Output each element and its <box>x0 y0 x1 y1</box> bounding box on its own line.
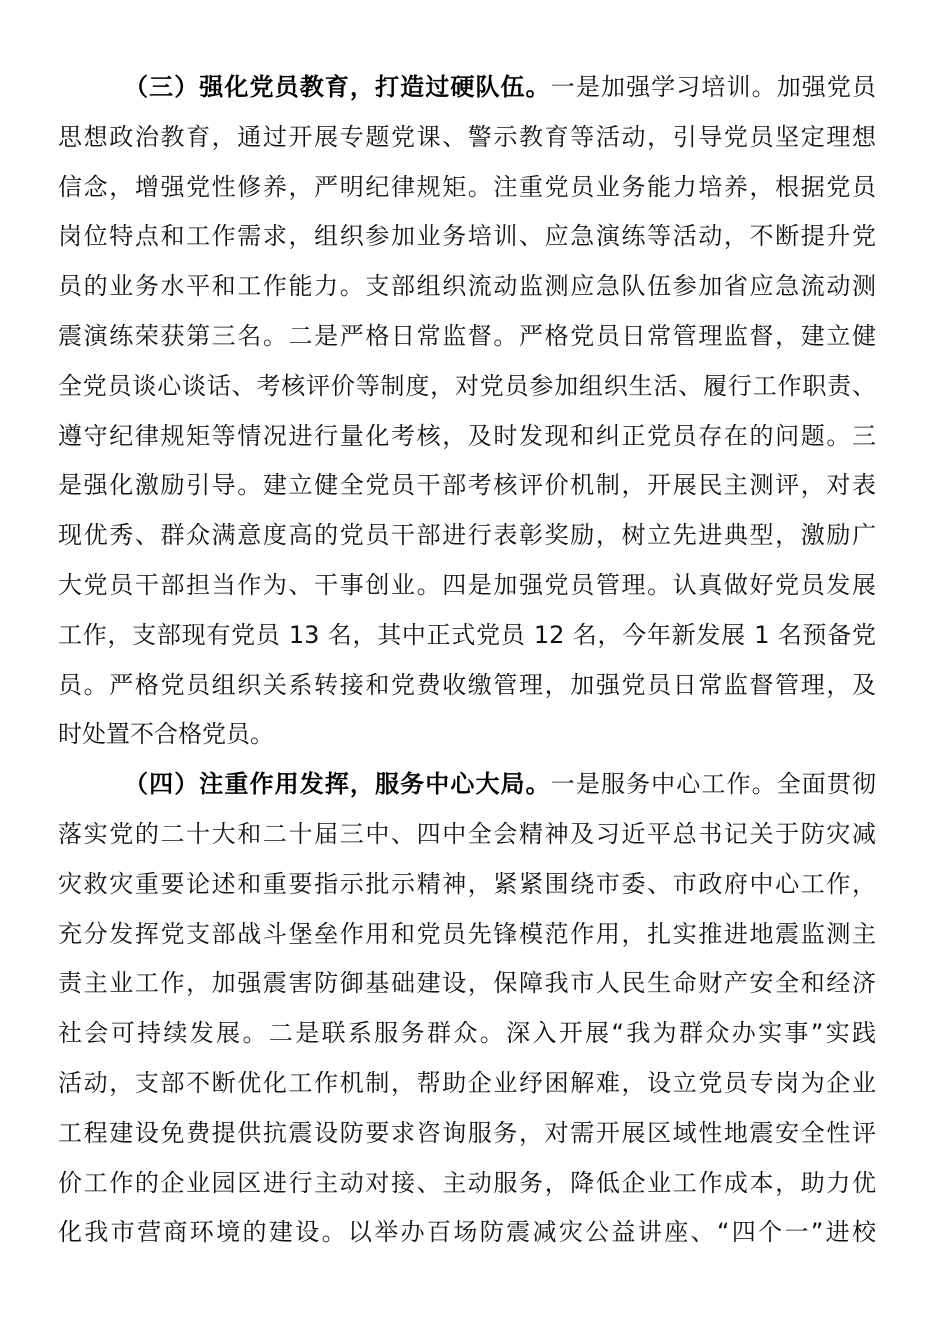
paragraph-line: 价工作的企业园区进行主动对接、主动服务，降低企业工作成本，助力优 <box>58 1168 876 1197</box>
paragraph-line: 全党员谈心谈话、考核评价等制度，对党员参加组织生活、履行工作职责、 <box>58 371 876 400</box>
paragraph-line: 是强化激励引导。建立健全党员干部考核评价机制，开展民主测评，对表 <box>58 471 876 500</box>
paragraph-line: 灾救灾重要论述和重要指示批示精神，紧紧围绕市委、市政府中心工作， <box>58 869 876 898</box>
paragraph-line: 时处置不合格党员。 <box>58 720 274 749</box>
paragraph-line: 工程建设免费提供抗震设防要求咨询服务，对需开展区域性地震安全性评 <box>58 1118 876 1147</box>
paragraph-line <box>58 760 876 810</box>
paragraph-line: 员的业务水平和工作能力。支部组织流动监测应急队伍参加省应急流动测 <box>58 272 876 301</box>
paragraph-line: 现优秀、群众满意度高的党员干部进行表彰奖励，树立先进典型，激励广 <box>58 521 876 550</box>
paragraph-line: 员。严格党员组织关系转接和党费收缴管理，加强党员日常监督管理，及 <box>58 670 876 699</box>
paragraph-line: 活动，支部不断优化工作机制，帮助企业纾困解难，设立党员专岗为企业 <box>58 1068 876 1097</box>
paragraph-line: 化我市营商环境的建设。以举办百场防震减灾公益讲座、“四个一”进校 <box>58 1218 876 1247</box>
paragraph-line: 岗位特点和工作需求，组织参加业务培训、应急演练等活动，不断提升党 <box>58 222 876 251</box>
paragraph-line: 工作，支部现有党员 13 名，其中正式党员 12 名，今年新发展 1 名预备党 <box>58 620 876 649</box>
section-heading: （三）强化党员教育，打造过硬队伍。 <box>124 73 551 101</box>
section-heading: （四）注重作用发挥，服务中心大局。 <box>124 770 551 799</box>
paragraph-line: 落实党的二十大和二十届三中、四中全会精神及习近平总书记关于防灾减 <box>58 819 876 848</box>
paragraph-text: 一是服务中心工作。全面贯彻 <box>550 770 877 799</box>
paragraph-line: 责主业工作，加强震害防御基础建设，保障我市人民生命财产安全和经济 <box>58 969 876 998</box>
paragraph-line: 震演练荣获第三名。二是严格日常监督。严格党员日常管理监督，建立健 <box>58 321 876 350</box>
paragraph-line: 思想政治教育，通过开展专题党课、警示教育等活动，引导党员坚定理想 <box>58 122 876 151</box>
paragraph-line: 遵守纪律规矩等情况进行量化考核，及时发现和纠正党员存在的问题。三 <box>58 421 876 450</box>
paragraph-text: 一是加强学习培训。加强党员 <box>550 73 877 101</box>
paragraph-line: 大党员干部担当作为、干事创业。四是加强党员管理。认真做好党员发展 <box>58 570 876 599</box>
paragraph-line: 信念，增强党性修养，严明纪律规矩。注重党员业务能力培养，根据党员 <box>58 172 876 201</box>
paragraph-line <box>58 63 876 113</box>
paragraph-line: 社会可持续发展。二是联系服务群众。深入开展“我为群众办实事”实践 <box>58 1019 876 1048</box>
document-body <box>58 63 876 1258</box>
paragraph-line: 充分发挥党支部战斗堡垒作用和党员先锋模范作用，扎实推进地震监测主 <box>58 919 876 948</box>
